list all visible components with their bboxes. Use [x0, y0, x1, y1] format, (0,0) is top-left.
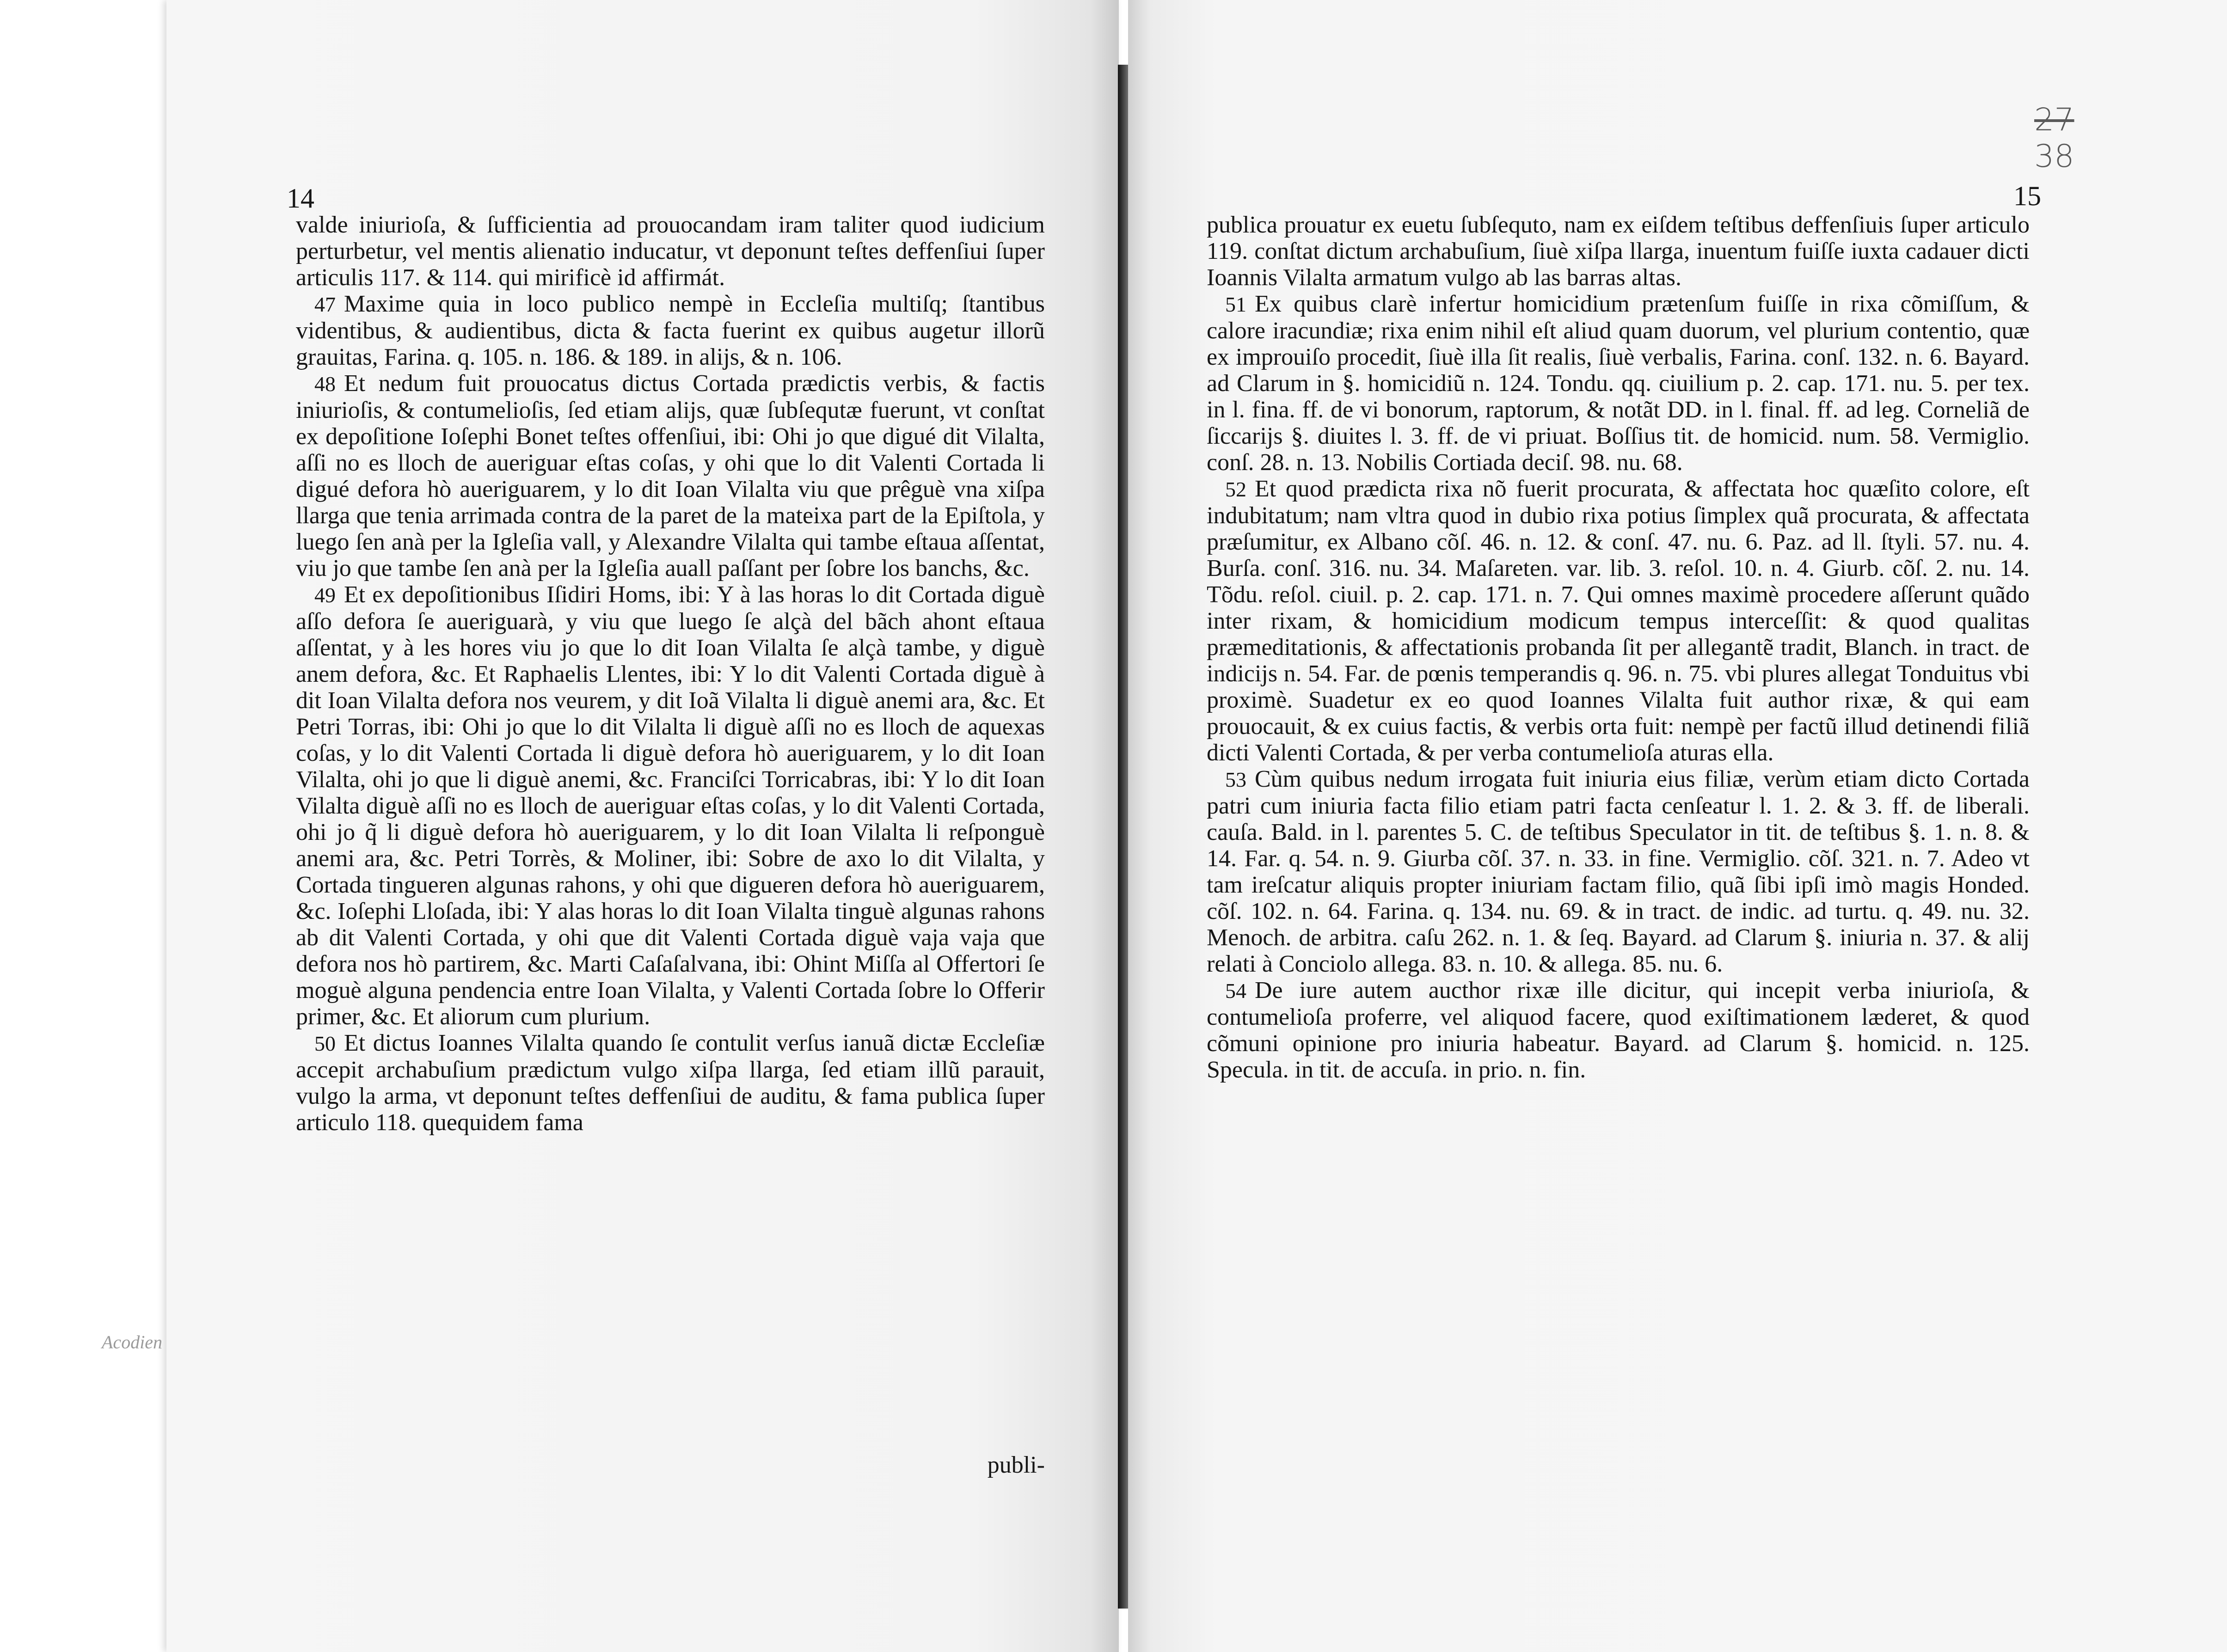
paragraph-number: 51	[1225, 293, 1246, 316]
paragraph	[296, 581, 1045, 1030]
paragraph-text: De iure autem aucthor rixæ ille dicitur, qui incepit verba iniurioſa, & contumelioſa proferre, vel aliquod facere, quod exiſtimationem læderet, & quod cõmuni opinione pro iniuria habeatur. Bayard. ad Clarum §. homicid. n. 125. Specula. in tit. de accuſa. in prio. n. fin.	[1207, 977, 2030, 1083]
paragraph	[1207, 476, 2030, 766]
page-number: 14	[287, 183, 314, 214]
catchword: publi-	[987, 1452, 1045, 1478]
paragraph-number: 53	[1225, 768, 1246, 791]
book-gutter	[1118, 65, 1129, 1609]
paragraph	[296, 1030, 1045, 1136]
paragraph-text: Maxime quia in loco publico nempè in Eccleſia multiſq; ſtantibus videntibus, & audientibus, dicta & facta fuerint ex quibus augetur illorũ grauitas, Farina. q. 105. n. 186. & 189. in alijs, & n. 106.	[296, 291, 1045, 370]
paragraph-text: Et nedum fuit prouocatus dictus Cortada prædictis verbis, & factis iniurioſis, & contumelioſis, ſed etiam alijs, quæ ſubſequtæ fuerunt, vt conſtat ex depoſitione Ioſephi Bonet teſtes offenſiui, ibi: Ohi jo que digué dit Vilalta, aſſi no es lloch de aueriguar eſtas coſas, y ohi que lo dit Valenti Cortada li digué defora hò aueriguarem, y lo dit Ioan Vilalta viu que prêguè vna xiſpa llarga que tenia arrimada contra de la paret de la mateixa part de la Epiſtola, y luego ſen anà per la Igleſia vall, y Alexandre Vilalta qui tambe eſtaua aſſentat, viu jo que tambe ſen anà per la Igleſia auall paſſant per ſobre los banchs, &c.	[296, 370, 1045, 581]
pencil-folio-mark	[2034, 102, 2074, 175]
paragraph-number: 54	[1225, 979, 1246, 1003]
paragraph-text: Et quod prædicta rixa nõ fuerit procurata, & affectata hoc quæſito colore, eſt indubitatum; nam vltra quod in dubio rixa potius ſimplex quã procurata, & affectata præſumitur, ex Albano cõſ. 46. n. 12. & conſ. 47. nu. 6. Paz. ad ll. ſtyli. 57. nu. 4. Burſa. conſ. 316. nu. 34. Maſareten. var. lib. 3. reſol. 10. n. 4. Giurb. cõſ. 2. nu. 14. Tõdu. reſol. ciuil. p. 2. cap. 171. n. 7. Qui omnes maximè procedere aſſerunt quãdo inter rixam, & homicidium modicum tempus interceſſit: & quod qualitas præmeditationis, & affectationis probanda ſit per allegantẽ tradit, Blanch. in tract. de indicijs n. 54. Far. de pœnis temperandis q. 96. n. 75. vbi plures allegat Tonduitus vbi proximè. Suadetur ex eo quod Ioannes Vilalta fuit author rixæ, & qui eam prouocauit, & ex cuius factis, & verbis orta fuit: nempè per factũ illud detinendi filiã dicti Valenti Cortada, & per verba contumelioſa aturas ella.	[1207, 476, 2030, 766]
paragraph-text: Ex quibus clarè infertur homicidium prætenſum fuiſſe in rixa cõmiſſum, & calore iracundiæ; rixa enim nihil eſt aliud quam duorum, vel plurium contentio, quæ ex improuiſo procedit, ſiuè illa ſit realis, ſiuè verbalis, Farina. conſ. 132. n. 6. Bayard. ad Clarum in §. homicidiũ n. 124. Tondu. qq. ciuilium p. 2. cap. 171. nu. 5. per tex. in l. fina. ff. de vi bonorum, raptorum, & notãt DD. in l. final. ff. ad leg. Corneliã de ſiccarijs §. diuites l. 3. ff. de vi priuat. Boſſius tit. de homicid. num. 58. Vermiglio. conſ. 28. n. 13. Nobilis Cortiada deciſ. 98. nu. 68.	[1207, 291, 2030, 476]
paragraph-text: publica prouatur ex euetu ſubſequto, nam ex eiſdem teſtibus deffenſiuis ſuper articulo 119. conſtat dictum archabuſium, ſiuè xiſpa llarga, inuentum fuiſſe iuxta cadauer dicti Ioannis Vilalta armatum vulgo ab las barras altas.	[1207, 212, 2030, 291]
paragraph	[1207, 766, 2030, 977]
left-text-block	[296, 212, 1045, 1136]
paragraph-number: 47	[314, 293, 336, 316]
paragraph-text: Cùm quibus nedum irrogata fuit iniuria eius filiæ, verùm etiam dicto Cortada patri cum iniuria facta filio etiam patri facta cenſeatur l. 1. 2. & 3. ff. de liberali. cauſa. Bald. in l. parentes 5. C. de teſtibus Speculator in tit. de teſtibus §. 1. n. 8. & 14. Far. q. 54. n. 9. Giurba cõſ. 37. n. 33. in fine. Vermiglio. cõſ. 321. n. 7. Adeo vt tam ireſcatur aliquis propter iniuriam factam filio, quã ſibi ipſi imò magis Honded. cõſ. 102. n. 64. Farina. q. 134. nu. 69. & in tract. de indic. ad turtu. q. 49. nu. 32. Menoch. de arbitra. caſu 262. n. 1. & ſeq. Bayard. ad Clarum §. iniuria n. 37. & alij relati à Conciolo allega. 83. n. 10. & allega. 85. nu. 6.	[1207, 766, 2030, 977]
paragraph-number: 49	[314, 583, 336, 607]
paragraph-number: 48	[314, 372, 336, 396]
paragraph	[296, 212, 1045, 291]
paragraph	[1207, 291, 2030, 476]
paragraph	[296, 370, 1045, 581]
pencil-mark: 38	[2034, 138, 2074, 175]
margin-note: Acodien	[102, 1332, 163, 1352]
left-page	[102, 0, 1119, 1652]
right-text-block	[1207, 212, 2030, 1083]
paragraph	[1207, 977, 2030, 1083]
paragraph-number: 52	[1225, 477, 1246, 501]
paragraph-text: valde iniurioſa, & ſufficientia ad prouocandam iram taliter quod iudicium perturbetur, vel mentis alienatio inducatur, vt deponunt teſtes deffenſiui ſuper articulis 117. & 114. qui mirificè id affirmát.	[296, 212, 1045, 291]
pencil-mark-struck: 27	[2034, 102, 2074, 138]
paragraph	[1207, 212, 2030, 291]
paragraph-number: 50	[314, 1032, 336, 1055]
paragraph-text: Et ex depoſitionibus Iſidiri Homs, ibi: Y à las horas lo dit Cortada diguè aſſo defora ſe aueriguarà, y viu que luego ſe alçà del bãch ahont eſtaua aſſentat, y à les hores viu jo que lo dit Ioan Vilalta ſe alçà tambe, y diguè anem defora, &c. Et Raphaelis Llentes, ibi: Y lo dit Valenti Cortada diguè à dit Ioan Vilalta defora nos veurem, y dit Ioã Vilalta li diguè anemi ara, &c. Et Petri Torras, ibi: Ohi jo que lo dit Vilalta li diguè aſſi no es lloch de aquexas coſas, y lo dit Valenti Cortada li diguè defora hò aueriguarem, y lo dit Ioan Vilalta, ohi jo que li diguè anemi, &c. Franciſci Torricabras, ibi: Y lo dit Ioan Vilalta diguè aſſi no es lloch de aueriguar eſtas coſas, y lo dit Valenti Cortada, ohi jo q̃ li diguè defora hò aueriguarem, y lo dit Ioan Vilalta li reſponguè anemi ara, &c. Petri Torrès, & Moliner, ibi: Sobre de axo lo dit Vilalta, y Cortada tingueren algunas rahons, y ohi que digueren defora hò aueriguarem, &c. Ioſephi Lloſada, ibi: Y alas horas lo dit Ioan Vilalta tinguè algunas rahons ab dit Valenti Cortada, y ohi que dit Valenti Cortada diguè vaja vaja que defora nos hò partirem, &c. Marti Caſaſalvana, ibi: Ohint Miſſa al Offertori ſe moguè alguna pendencia entre Ioan Vilalta, y Valenti Cortada ſobre lo Offerir primer, &c. Et aliorum cum plurium.	[296, 581, 1045, 1030]
paragraph	[296, 291, 1045, 370]
paragraph-text: Et dictus Ioannes Vilalta quando ſe contulit verſus ianuã dictæ Eccleſiæ accepit archabuſium prædictum vulgo xiſpa llarga, ſed etiam illũ parauit, vulgo la arma, vt deponunt teſtes deffenſiui de auditu, & fama publica ſuper articulo 118. quequidem fama	[296, 1030, 1045, 1136]
right-page	[1128, 0, 2227, 1652]
page-number: 15	[2013, 181, 2041, 211]
